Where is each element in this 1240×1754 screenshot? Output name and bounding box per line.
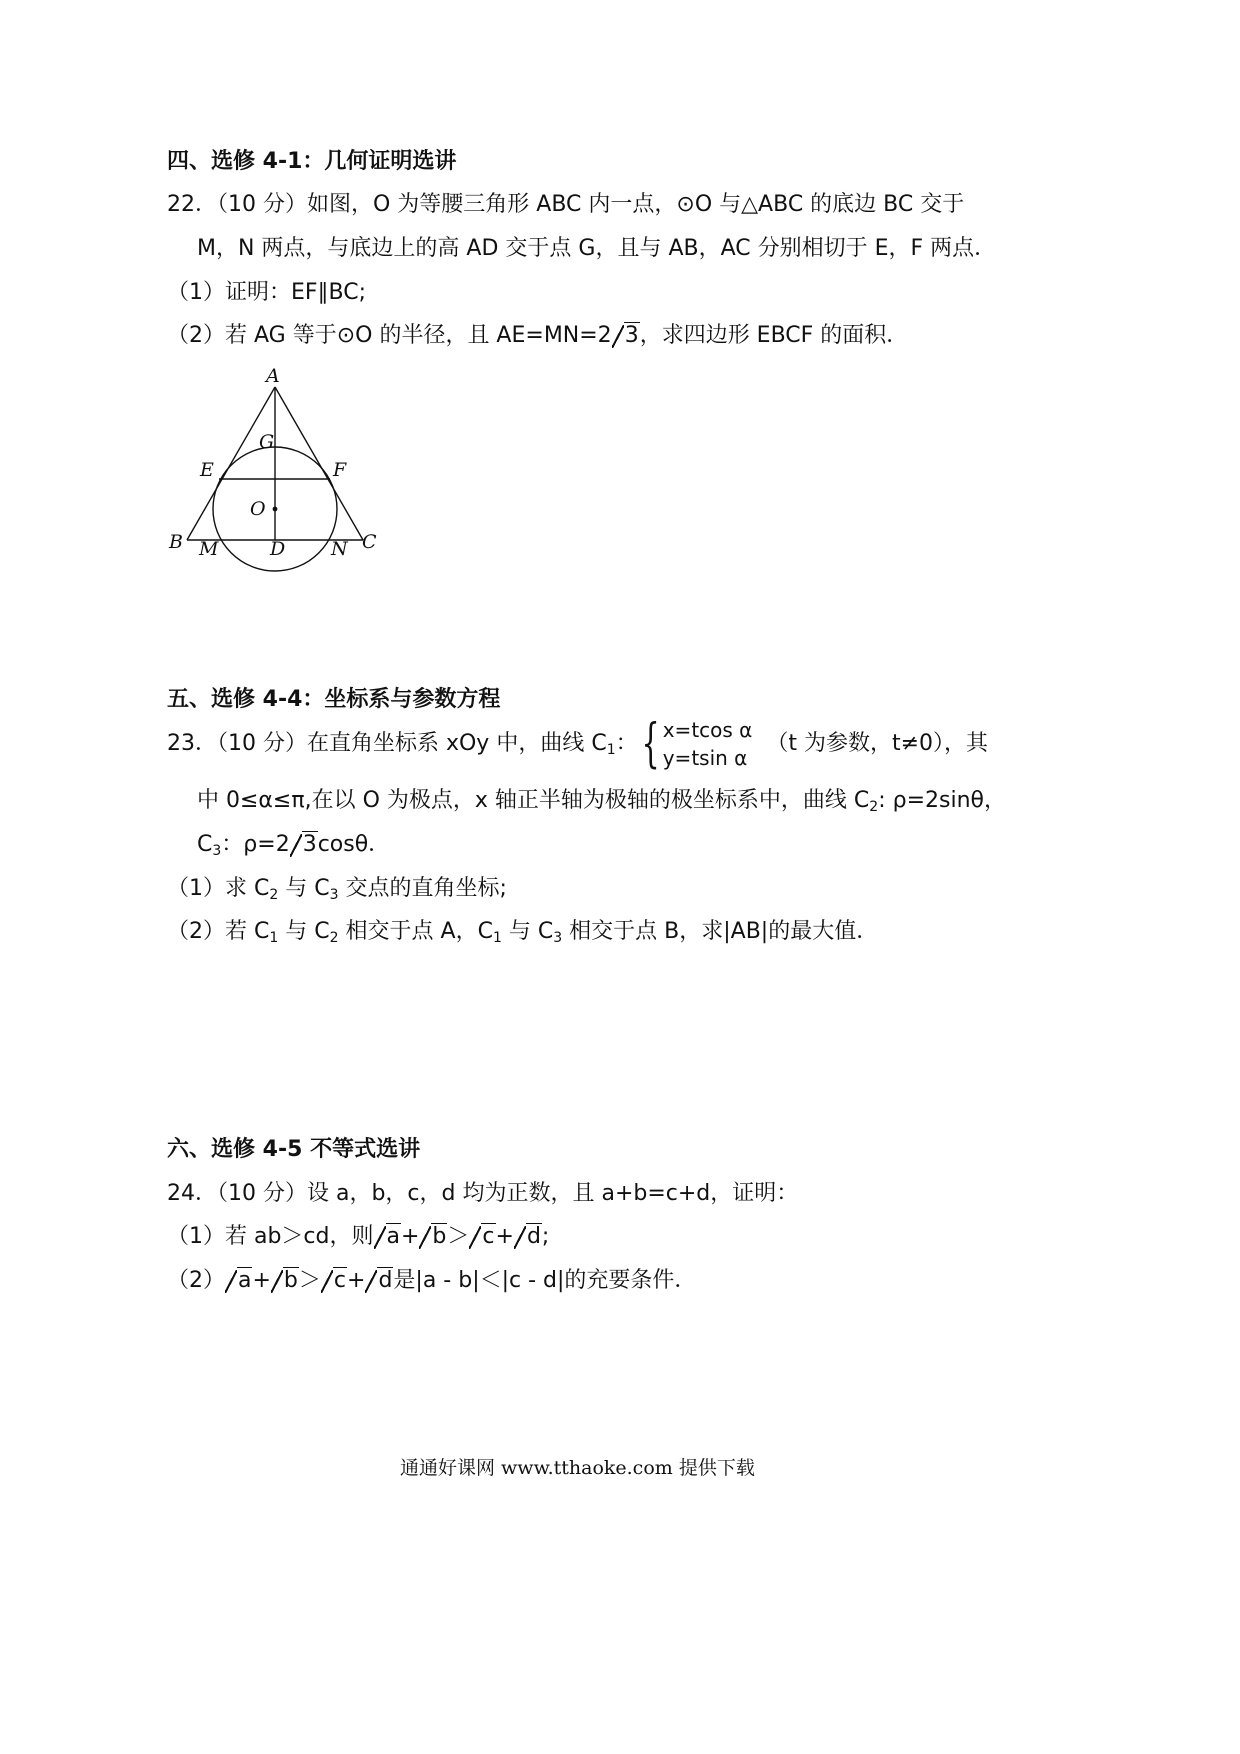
sqrt-symbol [271, 1268, 299, 1293]
sqrt-symbol [225, 1268, 252, 1293]
q22-line2: M，N 两点，与底边上的高 AD 交于点 G，且与 AB，AC 分别相切于 E，F 两点． [197, 236, 997, 261]
q23-part2-text-b: 与 C [278, 919, 330, 944]
radicand: a [386, 1224, 400, 1249]
q23-part2-text-d: 与 C [501, 919, 554, 944]
radicand: c [333, 1268, 347, 1293]
geometry-diagram [160, 362, 390, 582]
radicand: b [432, 1224, 447, 1249]
q24-part1-text-a: （1）若 ab＞cd，则 [167, 1224, 374, 1249]
radicand: d [526, 1224, 541, 1249]
page-footer: 通通好课网 www.tthaoke.com 提供下载 [400, 1457, 755, 1479]
sqrt-symbol [374, 1224, 401, 1249]
q23-line2-text-b: : ρ=2sinθ， [878, 788, 1006, 813]
q22-part1: （1）证明：EF∥BC; [167, 280, 367, 305]
q23-line2-text-a: 中 0≤α≤π,在以 O 为极点，x 轴正半轴为极轴的极坐标系中，曲线 C [197, 788, 870, 813]
label-m: M [199, 538, 219, 560]
q23-line1 [167, 716, 988, 772]
label-g: G [259, 431, 275, 453]
q23-line3-text-c: cosθ． [317, 832, 391, 857]
q23-part2-text-a: （2）若 C [167, 919, 270, 944]
q23-line2 [197, 783, 1006, 815]
q23-line1-text-a: 23．（10 分）在直角坐标系 xOy 中，曲线 C [167, 731, 607, 756]
subscript: 3 [212, 843, 222, 859]
q23-line3-text-b: ：ρ=2 [221, 832, 290, 857]
q24-part2-text-a: （2） [167, 1268, 225, 1293]
label-c: C [362, 531, 377, 553]
subscript: 2 [329, 930, 339, 946]
radicand: a [238, 1268, 252, 1293]
radicand: 3 [624, 323, 639, 348]
system-y: y=tsin α [662, 746, 748, 770]
q24-part1 [167, 1219, 549, 1250]
q22-part2-text-b: ，求四边形 EBCF 的面积． [639, 323, 909, 348]
subscript: 2 [869, 799, 879, 815]
subscript: 1 [269, 930, 279, 946]
subscript: 3 [553, 930, 563, 946]
q24-part2-text-end: 是|a - b|＜|c - d|的充要条件． [393, 1268, 697, 1293]
subscript: 2 [269, 887, 279, 903]
q23-part1 [167, 871, 507, 903]
plus-sign: + [495, 1224, 514, 1249]
q23-part2-text-c: 相交于点 A，C [338, 919, 493, 944]
q23-part2 [167, 914, 878, 946]
sqrt-symbol [514, 1224, 542, 1249]
radicand: c [482, 1224, 495, 1249]
label-a: A [266, 365, 280, 387]
q23-line3-text-a: C [197, 832, 213, 857]
sqrt-symbol [290, 832, 318, 857]
q23-part1-text-b: 与 C [278, 876, 330, 901]
radicand: d [378, 1268, 393, 1293]
sqrt-symbol [612, 323, 640, 348]
q24-part2 [167, 1263, 696, 1294]
label-n: N [331, 538, 348, 560]
radicand: 3 [302, 832, 317, 857]
q22-part2 [167, 318, 908, 349]
side-ac [275, 387, 363, 540]
semicolon: ; [541, 1224, 550, 1249]
q23-line3 [197, 827, 390, 859]
subscript: 1 [492, 930, 502, 946]
left-brace: { [641, 714, 660, 774]
q22-part2-text-a: （2）若 AG 等于⊙O 的半径，且 AE=MN=2 [167, 323, 612, 348]
section4-heading: 四、选修 4-1：几何证明选讲 [167, 149, 457, 174]
plus-sign: + [347, 1268, 366, 1293]
section6-heading: 六、选修 4-5 不等式选讲 [167, 1137, 421, 1162]
center-point-o [273, 507, 278, 512]
q24-line1: 24．（10 分）设 a，b，c，d 均为正数，且 a+b=c+d，证明： [167, 1181, 799, 1206]
greater-than-sign: ＞ [298, 1268, 321, 1293]
system-x: x=tcos α [662, 718, 753, 742]
label-o: O [250, 498, 266, 520]
radicand: b [283, 1268, 298, 1293]
subscript: 1 [606, 742, 616, 758]
sqrt-symbol [321, 1268, 347, 1293]
sqrt-symbol [419, 1224, 447, 1249]
q23-part2-text-e: 相交于点 B，求|AB|的最大值． [562, 919, 879, 944]
plus-sign: + [400, 1224, 420, 1249]
sqrt-symbol [365, 1268, 393, 1293]
label-d: D [270, 538, 286, 560]
label-e: E [200, 459, 214, 481]
subscript: 3 [329, 887, 339, 903]
greater-than-sign: ＞ [447, 1224, 470, 1249]
q23-line1-text-b: ： [615, 731, 638, 756]
label-f: F [333, 459, 347, 481]
plus-sign: + [252, 1268, 271, 1293]
q23-part1-text-a: （1）求 C [167, 876, 270, 901]
parametric-system [663, 716, 753, 772]
q23-part1-text-c: 交点的直角坐标; [338, 876, 507, 901]
section5-heading: 五、选修 4-4：坐标系与参数方程 [167, 687, 501, 712]
label-b: B [169, 531, 183, 553]
sqrt-symbol [469, 1224, 495, 1249]
q22-line1: 22．（10 分）如图，O 为等腰三角形 ABC 内一点，⊙O 与△ABC 的底边 BC 交于 [167, 192, 965, 217]
q23-line1-text-c: （t 为参数，t≠0），其 [766, 731, 989, 756]
